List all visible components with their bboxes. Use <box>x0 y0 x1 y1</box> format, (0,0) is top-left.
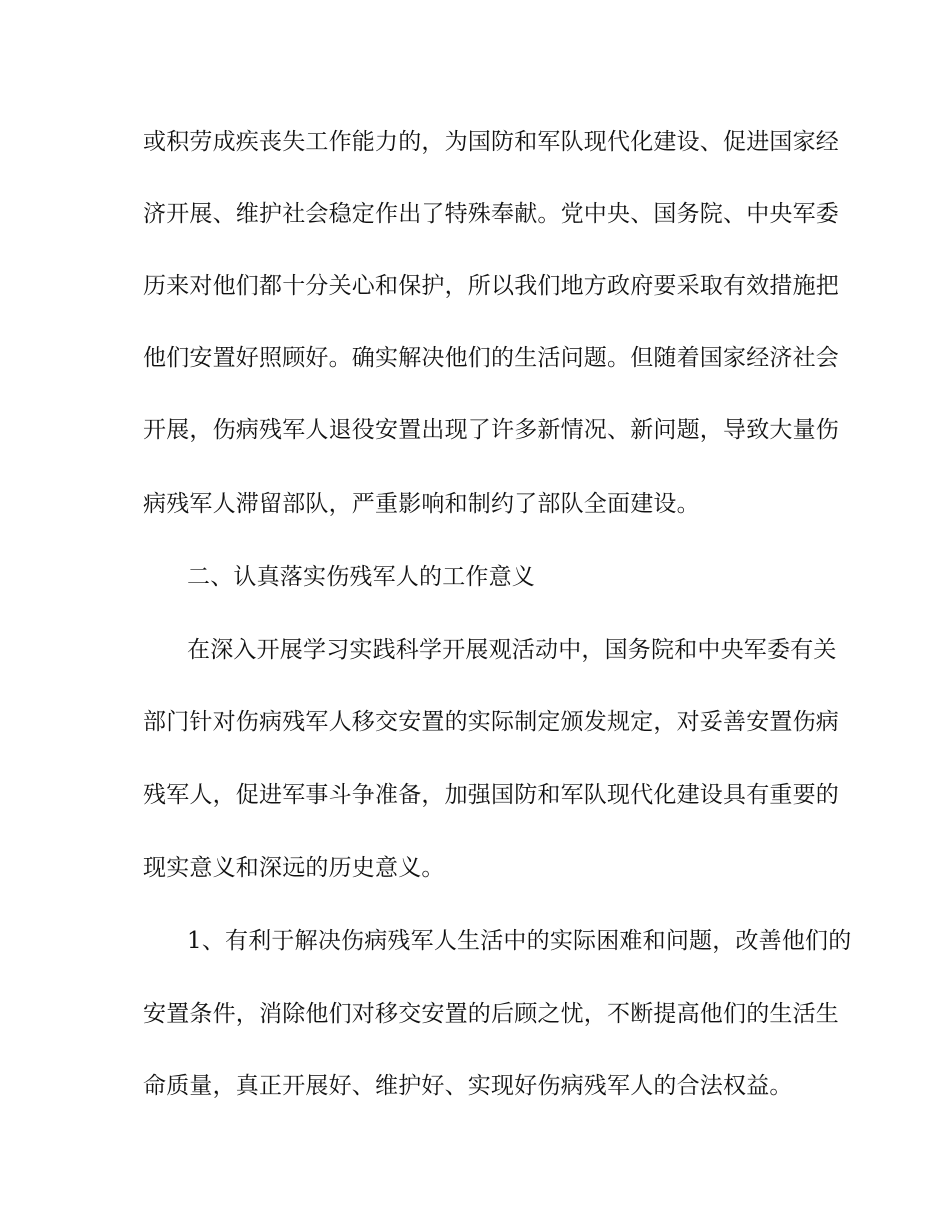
paragraph-line: 残军人，促进军事斗争准备，加强国防和军队现代化建设具有重要的 <box>143 782 839 808</box>
paragraph-line: 在深入开展学习实践科学开展观活动中，国务院和中央军委有关 <box>187 637 837 663</box>
paragraph-line: 开展，伤病残军人退役安置出现了许多新情况、新问题，导致大量伤 <box>143 417 839 443</box>
section-heading: 二、认真落实伤残军人的工作意义 <box>187 564 535 590</box>
paragraph-line: 病残军人滞留部队，严重影响和制约了部队全面建设。 <box>143 491 700 517</box>
numbered-item-line: 1、有利于解决伤病残军人生活中的实际困难和问题，改善他们的 <box>187 928 852 954</box>
paragraph-line: 济开展、维护社会稳定作出了特殊奉献。党中央、国务院、中央军委 <box>143 201 839 227</box>
paragraph-line: 部门针对伤病残军人移交安置的实际制定颁发规定，对妥善安置伤病 <box>143 709 839 735</box>
paragraph-line: 安置条件，消除他们对移交安置的后顾之忧，不断提高他们的生活生 <box>143 1001 839 1027</box>
paragraph-line: 历来对他们都十分关心和保护，所以我们地方政府要采取有效措施把 <box>143 273 839 299</box>
paragraph-line: 现实意义和深远的历史意义。 <box>143 855 445 881</box>
paragraph-line: 或积劳成疾丧失工作能力的，为国防和军队现代化建设、促进国家经 <box>143 129 839 155</box>
paragraph-line: 命质量，真正开展好、维护好、实现好伤病残军人的合法权益。 <box>143 1073 793 1099</box>
paragraph-line: 他们安置好照顾好。确实解决他们的生活问题。但随着国家经济社会 <box>143 345 839 371</box>
